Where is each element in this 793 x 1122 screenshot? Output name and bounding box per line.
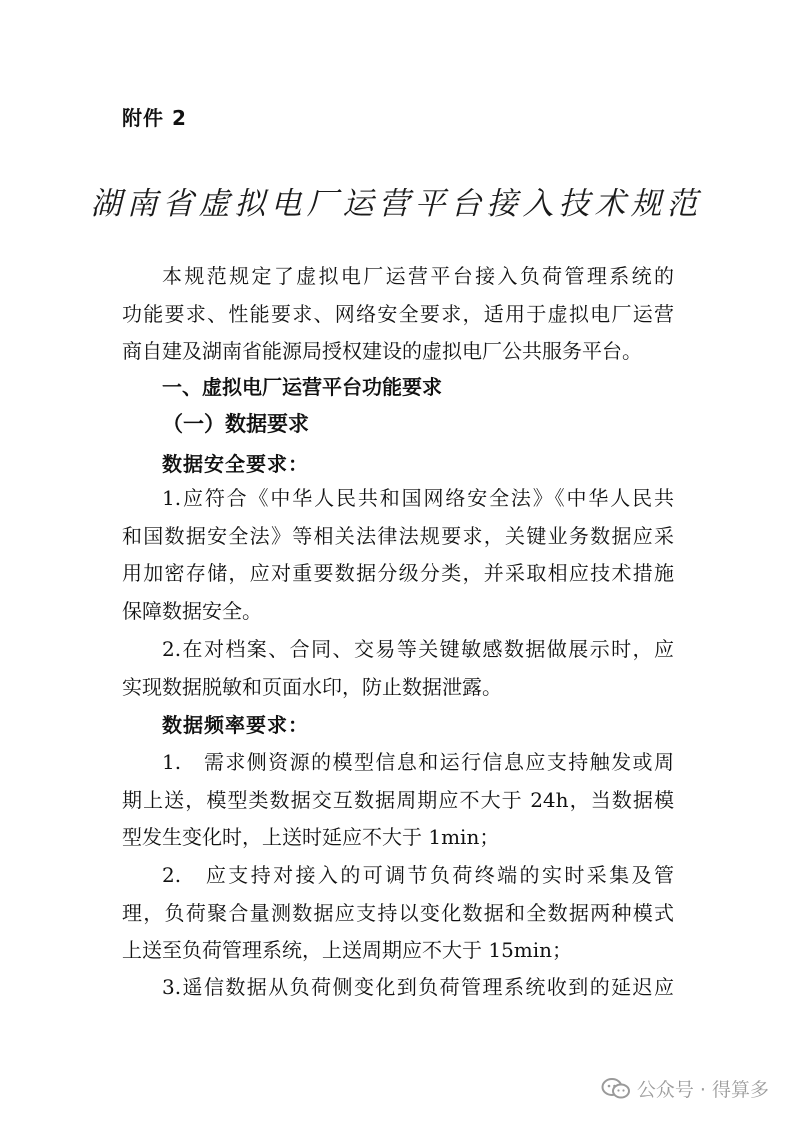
- wechat-official-account-icon: [601, 1077, 631, 1101]
- data-frequency-item-1: [122, 744, 674, 857]
- paragraph-line: 实现数据脱敏和页面水印，防止数据泄露。: [122, 674, 502, 699]
- paragraph-line: 1.应符合《中华人民共和国网络安全法》《中华人民共: [162, 486, 674, 510]
- paragraph-line: 理，负荷聚合量测数据应支持以变化数据和全数据两种模式: [122, 900, 674, 925]
- data-frequency-item-2: [122, 857, 674, 970]
- subsection-heading-1: （一）数据要求: [162, 412, 309, 436]
- intro-line: 本规范规定了虚拟电厂运营平台接入负荷管理系统的: [162, 264, 674, 288]
- paragraph-line: 3.遥信数据从负荷侧变化到负荷管理系统收到的延迟应: [162, 975, 674, 999]
- section-heading-1: 一、虚拟电厂运营平台功能要求: [162, 375, 442, 399]
- paragraph-line: 上送至负荷管理系统，上送周期应不大于 15min；: [122, 938, 573, 962]
- paragraph-line: 1. 需求侧资源的模型信息和运行信息应支持触发或周: [162, 750, 674, 774]
- paragraph-line: 型发生变化时，上送时延应不大于 1min；: [122, 825, 500, 849]
- data-frequency-item-3: [122, 969, 674, 1007]
- intro-line: 商自建及湖南省能源局授权建设的虚拟电厂公共服务平台。: [122, 339, 642, 363]
- data-security-item-2: [122, 631, 674, 706]
- paragraph-line: 用加密存储，应对重要数据分级分类，并采取相应技术措施: [122, 561, 674, 585]
- data-security-item-1: [122, 480, 674, 630]
- paragraph-line: 2.在对档案、合同、交易等关键敏感数据做展示时，应: [162, 637, 674, 661]
- watermark: [601, 1075, 769, 1102]
- document-title: 湖南省虚拟电厂运营平台接入技术规范: [90, 186, 703, 222]
- data-security-heading: 数据安全要求：: [162, 452, 309, 476]
- data-frequency-heading: 数据频率要求：: [162, 713, 309, 737]
- intro-paragraph: [122, 258, 674, 371]
- paragraph-line: 保障数据安全。: [122, 598, 262, 623]
- paragraph-line: 和国数据安全法》等相关法律法规要求，关键业务数据应采: [122, 523, 674, 548]
- watermark-text: 公众号 · 得算多: [636, 1079, 769, 1101]
- paragraph-line: 期上送，模型类数据交互数据周期应不大于 24h，当数据模: [122, 787, 674, 812]
- paragraph-line: 2. 应支持对接入的可调节负荷终端的实时采集及管: [162, 863, 674, 887]
- intro-line: 功能要求、性能要求、网络安全要求，适用于虚拟电厂运营: [122, 301, 674, 326]
- attachment-label: 附件 2: [122, 106, 187, 130]
